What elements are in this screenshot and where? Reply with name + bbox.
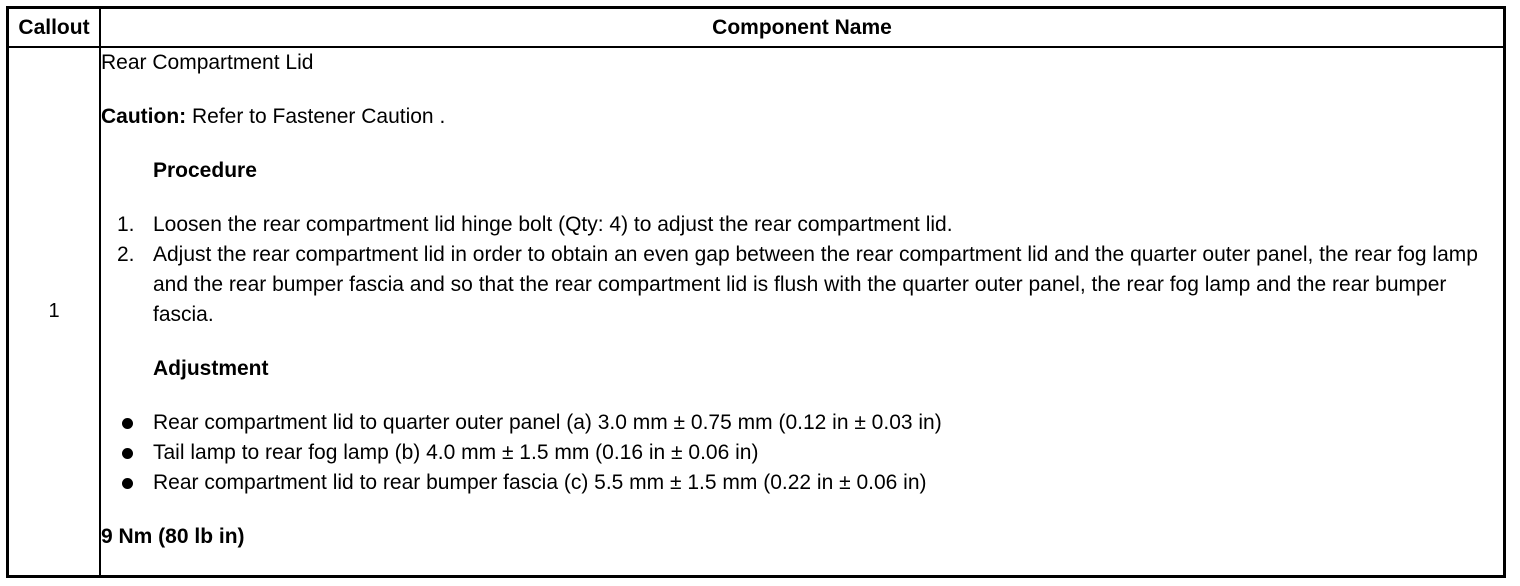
adjustment-text: Rear compartment lid to quarter outer panel (a) 3.0 mm ± 0.75 mm (0.12 in ± 0.03 in): [153, 411, 942, 434]
caution-label: Caution:: [101, 105, 187, 128]
component-cell: [100, 47, 1503, 575]
component-table: [9, 9, 1503, 575]
torque-spec: 9 Nm (80 lb in): [101, 525, 245, 548]
step-number: 1.: [117, 213, 135, 236]
step-text: Loosen the rear compartment lid hinge bolt (Qty: 4) to adjust the rear compartment lid.: [153, 213, 953, 236]
bullet-icon: [122, 448, 133, 459]
header-component-name: Component Name: [100, 9, 1503, 47]
list-item: [153, 408, 1503, 438]
table-header-row: [9, 9, 1503, 47]
procedure-heading: Procedure: [153, 159, 257, 182]
list-item: [153, 438, 1503, 468]
bullet-icon: [122, 478, 133, 489]
procedure-steps: [101, 210, 1503, 330]
component-title: Rear Compartment Lid: [101, 51, 314, 74]
header-callout: Callout: [9, 9, 100, 47]
step-text: Adjust the rear compartment lid in order to obtain an even gap between the rear compartment lid and the quarter outer panel, the rear fog lamp and the rear bumper fascia and so that the rear compartment lid is flush with the quarter outer panel, the rear fog lamp and the rear bumper fascia.: [153, 243, 1478, 326]
list-item: [117, 240, 1503, 330]
step-number: 2.: [117, 243, 135, 266]
spec-table-frame: [6, 6, 1506, 578]
list-item: [117, 210, 1503, 240]
table-row: [9, 47, 1503, 575]
caution-line: [101, 102, 1503, 132]
caution-text: Refer to Fastener Caution .: [186, 105, 446, 128]
bullet-icon: [122, 418, 133, 429]
adjustment-text: Rear compartment lid to rear bumper fascia (c) 5.5 mm ± 1.5 mm (0.22 in ± 0.06 in): [153, 471, 927, 494]
adjustment-text: Tail lamp to rear fog lamp (b) 4.0 mm ± 1.5 mm (0.16 in ± 0.06 in): [153, 441, 759, 464]
adjustment-list: [101, 408, 1503, 498]
adjustment-heading: Adjustment: [153, 357, 269, 380]
callout-number: 1: [9, 47, 100, 575]
list-item: [153, 468, 1503, 498]
